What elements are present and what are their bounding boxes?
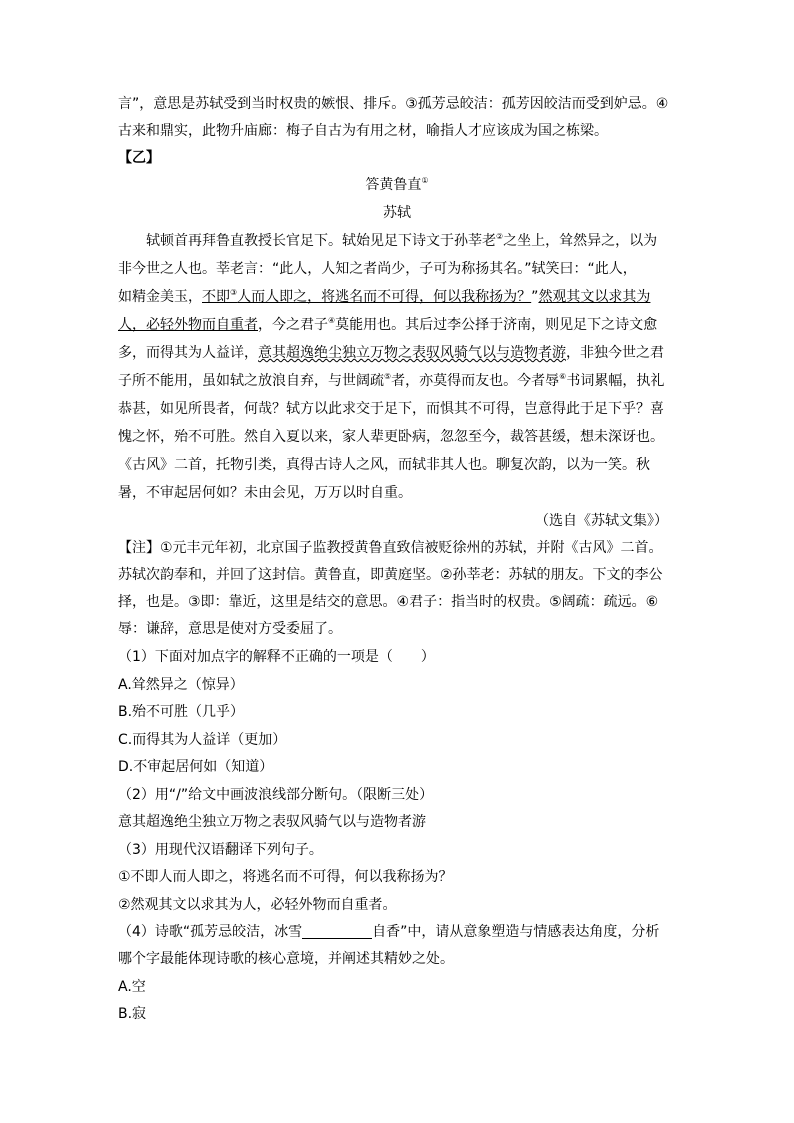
article-author: 苏轼 [383,205,411,221]
note-line-3: 择，也是。③即：靠近，这里是结交的意思。④君子：指当时的权贵。⑤阔疏：疏远。⑥ [118,594,659,610]
title-text: 答黄鲁直 [365,177,422,193]
body-line-5: 多，而得其为人益详，意其超逸绝尘独立万物之表驭风骑气以与造物者游，非独今世之君 [118,345,664,361]
title-footnote-mark: ① [421,176,429,185]
footnote-mark: ③ [230,288,238,297]
question-1-option-b: B.殆不可胜（几乎） [118,704,245,720]
body-line-10: 暑，不审起居何如？未由会见，万万以时自重。 [118,485,412,501]
footnote-mark: ④ [328,316,336,325]
question-4-option-b: B.寂 [118,1006,147,1022]
footnote-mark: ⑥ [559,372,567,381]
wavy-underlined-phrase: 意其超逸绝尘独立万物之表驭风骑气以与造物者游 [258,345,566,361]
answer-blank[interactable] [302,924,372,939]
body-line-7: 恭甚，如见所畏者，何哉？轼方以此求交于足下，而惧其不可得，岂意得此于足下乎？喜 [118,401,664,417]
question-2-text: 意其超逸绝尘独立万物之表驭风骑气以与造物者游 [118,814,426,830]
note-line-1: 【注】①元丰元年初，北京国子监教授黄鲁直致信被贬徐州的苏轼，并附《古风》二首。 [118,540,663,556]
article-title [0,175,794,195]
question-3-sentence-2: ②然观其文以求其为人，必轻外物而自重者。 [118,897,397,913]
footnote-mark: ⑤ [384,372,392,381]
body-line-4: 人，必轻外物而自重者，今之君子④莫能用也。其后过李公择于济南，则见足下之诗文愈 [118,316,658,333]
body-line-2: 非今世之人也。莘老言：“此人，人知之者尚少，子可为称扬其名。”轼笑曰：“此人， [118,261,637,277]
underlined-sentence-2-cont: 人，必轻外物而自重者 [118,317,258,333]
question-1-option-c: C.而得其为人益详（更加） [118,732,287,748]
question-4: （4）诗歌“孤芳忌皎洁，冰雪 自香”中，请从意象塑造与情感表达角度，分析 [118,924,660,940]
question-4-line-2: 哪个字最能体现诗歌的核心意境，并阐述其精妙之处。 [118,951,454,967]
body-line-8: 愧之怀，殆不可胜。然自入夏以来，家人辈更卧病，忽忽至今，裁答甚缓，想未深讶也。 [118,429,664,445]
question-4-option-a: A.空 [118,979,146,995]
intro-line-1: 言”，意思是苏轼受到当时权贵的嫉恨、排斥。③孤芳忌皎洁：孤芳因皎洁而受到妒忌。④ [118,96,669,112]
note-line-2: 苏轼次韵奉和，并回了这封信。黄鲁直，即黄庭坚。②孙莘老：苏轼的朋友。下文的李公 [118,567,663,583]
source-citation: （选自《苏轼文集》） [535,513,668,529]
note-line-4: 辱：谦辞，意思是使对方受委屈了。 [118,621,342,637]
intro-line-2: 古来和鼎实，此物升庙廊：梅子自古为有用之材，喻指人才应该成为国之栋梁。 [118,123,608,139]
question-3: （3）用现代汉语翻译下列句子。 [118,842,323,858]
question-1-option-d: D.不审起居何如（知道） [118,759,274,775]
underlined-sentence-2: 然观其文以求其为 [538,289,651,305]
question-3-sentence-1: ①不即人而人即之，将逃名而不可得，何以我称扬为？ [118,869,453,885]
question-1: （1）下面对加点字的解释不正确的一项是（ ） [118,649,435,665]
body-line-1: 轼顿首再拜鲁直教授长官足下。轼始见足下诗文于孙莘老②之坐上，耸然异之，以为 [146,232,658,249]
body-line-9: 《古风》二首，托物引类，真得古诗人之风，而轼非其人也。聊复次韵，以为一笑。秋 [118,457,650,473]
footnote-mark: ② [496,232,504,241]
underlined-sentence-1: 不即③人而人即之，将逃名而不可得，何以我称扬为？ [202,288,532,305]
section-label: 【乙】 [118,150,160,166]
question-2: （2）用“/”给文中画波浪线部分断句。（限断三处） [118,787,434,803]
question-1-option-a: A.耸然异之（惊异） [118,677,244,693]
body-line-3: 如精金美玉，不即③人而人即之，将逃名而不可得，何以我称扬为？”然观其文以求其为 [118,288,651,305]
body-line-6: 子所不能用，虽如轼之放浪自弃，与世阔疏⑤者，亦莫得而友也。今者辱⑥书词累幅，执礼 [118,372,665,389]
